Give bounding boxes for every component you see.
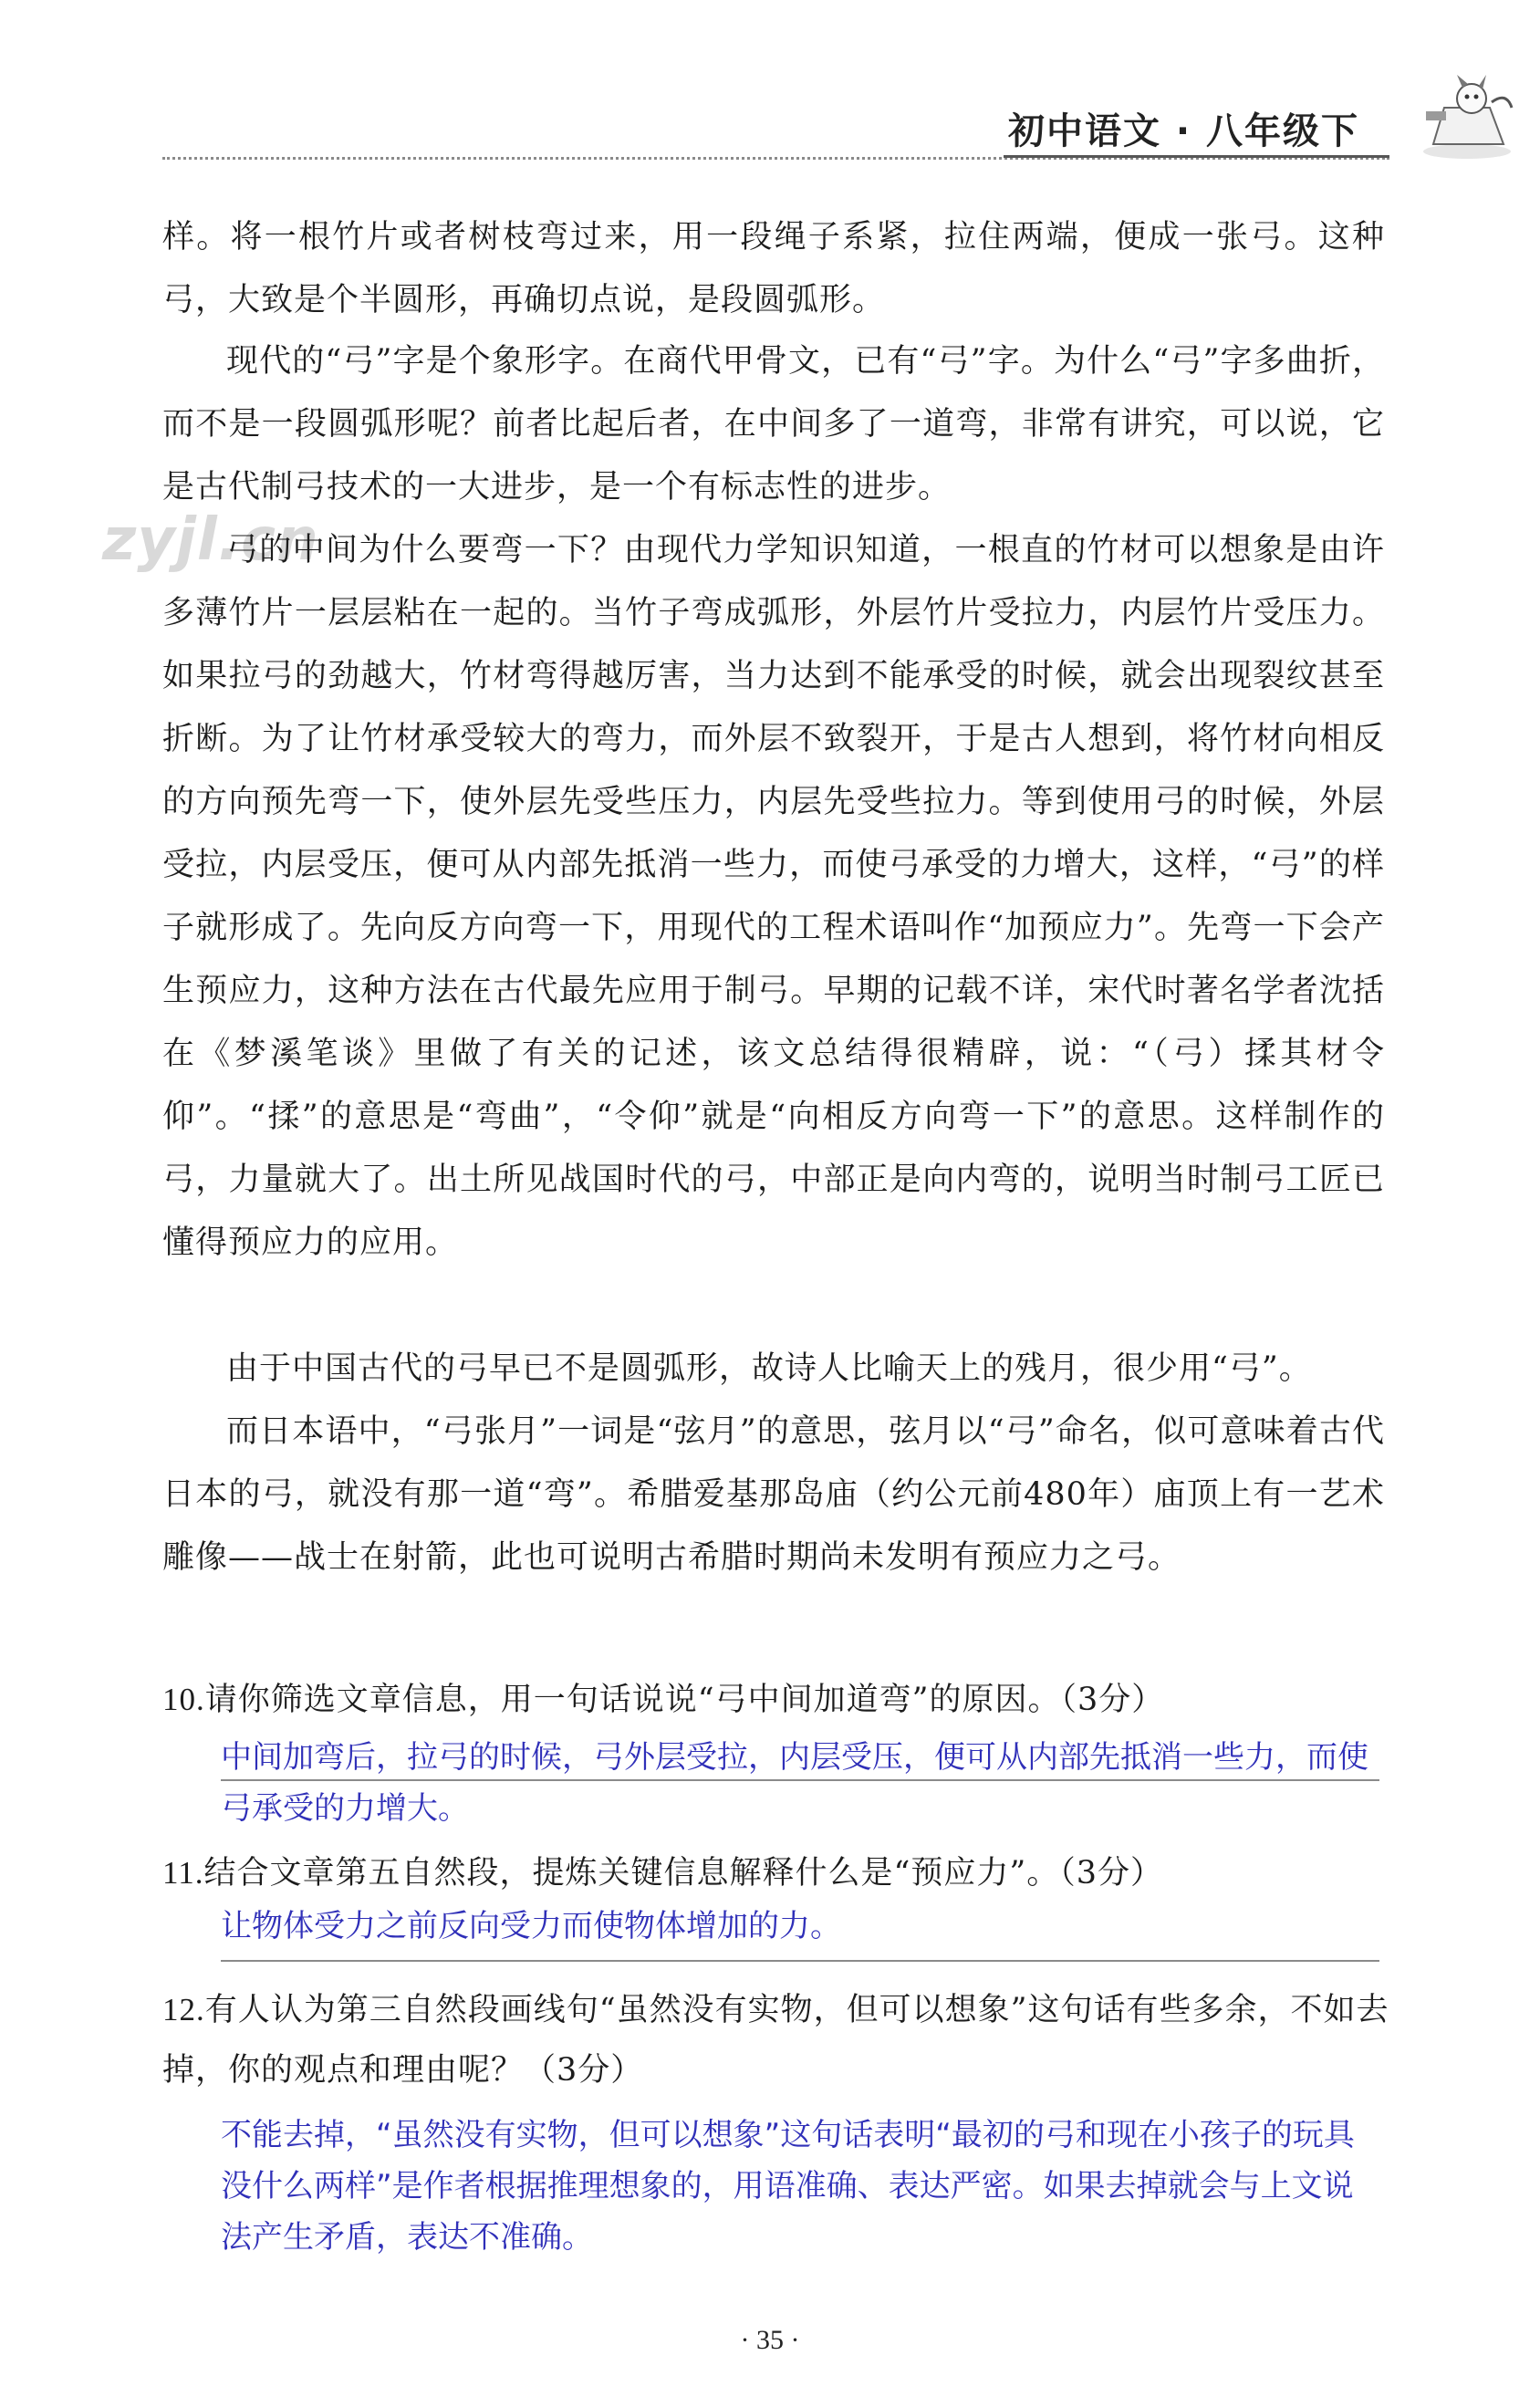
page-number: · 35 ·: [740, 2325, 800, 2355]
answer-10: 中间加弯后，拉弓的时候，弓外层受拉，内层受压，便可从内部先抵消一些力，而使弓承受的力增大。: [221, 1739, 1368, 1827]
passage-paragraph: 弓的中间为什么要弯一下？由现代力学知识知道，一根直的竹材可以想象是由许多薄竹片一层层粘在一起的。当竹子弯成弧形，外层竹片受拉力，内层竹片受压力。如果拉弓的劲越大，竹材弯得越厉害，当力达到不能承受的时候，就会出现裂纹甚至折断。为了让竹材承受较大的弯力，而外层不致裂开，于是古人想到，将竹材向相反的方向预先弯一下，使外层先受些压力，内层先受些拉力。等到使用弓的时候，外层受拉，内层受压，便可从内部先抵消一些力，而使弓承受的力增大，这样，“弓”的样子就形成了。先向反方向弯一下，用现代的工程术语叫作“加预应力”。先弯一下会产生预应力，这种方法在古代最先应用于制弓。早期的记载不详，宋代时著名学者沈括在《梦溪笔谈》里做了有关的记述，该文总结得很精辟，说：“（弓）揉其材令仰”。“揉”的意思是“弯曲”，“令仰”就是“向相反方向弯一下”的意思。这样制作的弓，力量就大了。出土所见战国时代的弓，中部正是向内弯的，说明当时制弓工匠已懂得预应力的应用。: [162, 532, 1385, 1261]
answer-line: [221, 1960, 1379, 1962]
passage-paragraph: 而日本语中，“弓张月”一词是“弦月”的意思，弦月以“弓”命名，似可意味着古代日本的弓，就没有那一道“弯”。希腊爱基那岛庙（约公元前480年）庙顶上有一艺术雕像——战士在射箭，此也可说明古希腊时期尚未发明有预应力之弓。: [162, 1413, 1385, 1576]
answer-line: [221, 1779, 1379, 1781]
header-underline: [1004, 155, 1389, 158]
question-text: 有人认为第三自然段画线句“虽然没有实物，但可以想象”这句话有些多余，不如去掉，你的观点和理由呢？（3分）: [162, 1992, 1389, 2089]
question-number: 12.: [162, 1992, 205, 2027]
question-number: 10.: [162, 1682, 205, 1717]
question-text: 结合文章第五自然段，提炼关键信息解释什么是“预应力”。（3分）: [203, 1855, 1164, 1892]
question-11: [162, 1843, 1389, 1903]
passage-paragraph: 现代的“弓”字是个象形字。在商代甲骨文，已有“弓”字。为什么“弓”字多曲折，而不是一段圆弧形呢？前者比起后者，在中间多了一道弯，非常有讲究，可以说，它是古代制弓技术的一大进步，是一个有标志性的进步。: [162, 343, 1385, 505]
passage-paragraph: 由于中国古代的弓早已不是圆弧形，故诗人比喻天上的残月，很少用“弓”。: [226, 1350, 1312, 1387]
header-title: 初中语文 · 八年级下: [1008, 110, 1360, 152]
question-number: 11.: [162, 1855, 204, 1891]
question-10: [162, 1670, 1389, 1730]
passage-paragraph: 样。将一根竹片或者树枝弯过来，用一段绳子系紧，拉住两端，便成一张弓。这种弓，大致是个半圆形，再确切点说，是段圆弧形。: [162, 219, 1385, 318]
watermark: zyjl.cn: [102, 506, 319, 574]
answer-11: 让物体受力之前反向受力而使物体增加的力。: [221, 1908, 841, 1944]
answer-12: 不能去掉，“虽然没有实物，但可以想象”这句话表明“最初的弓和现在小孩子的玩具没什么两样”是作者根据推理想象的，用语准确、表达严密。如果去掉就会与上文说法产生矛盾，表达不准确。: [221, 2117, 1355, 2256]
mascot-illustration-icon: [1417, 71, 1517, 162]
question-12: [162, 1980, 1389, 2100]
question-text: 请你筛选文章信息，用一句话说说“弓中间加道弯”的原因。（3分）: [204, 1682, 1165, 1718]
